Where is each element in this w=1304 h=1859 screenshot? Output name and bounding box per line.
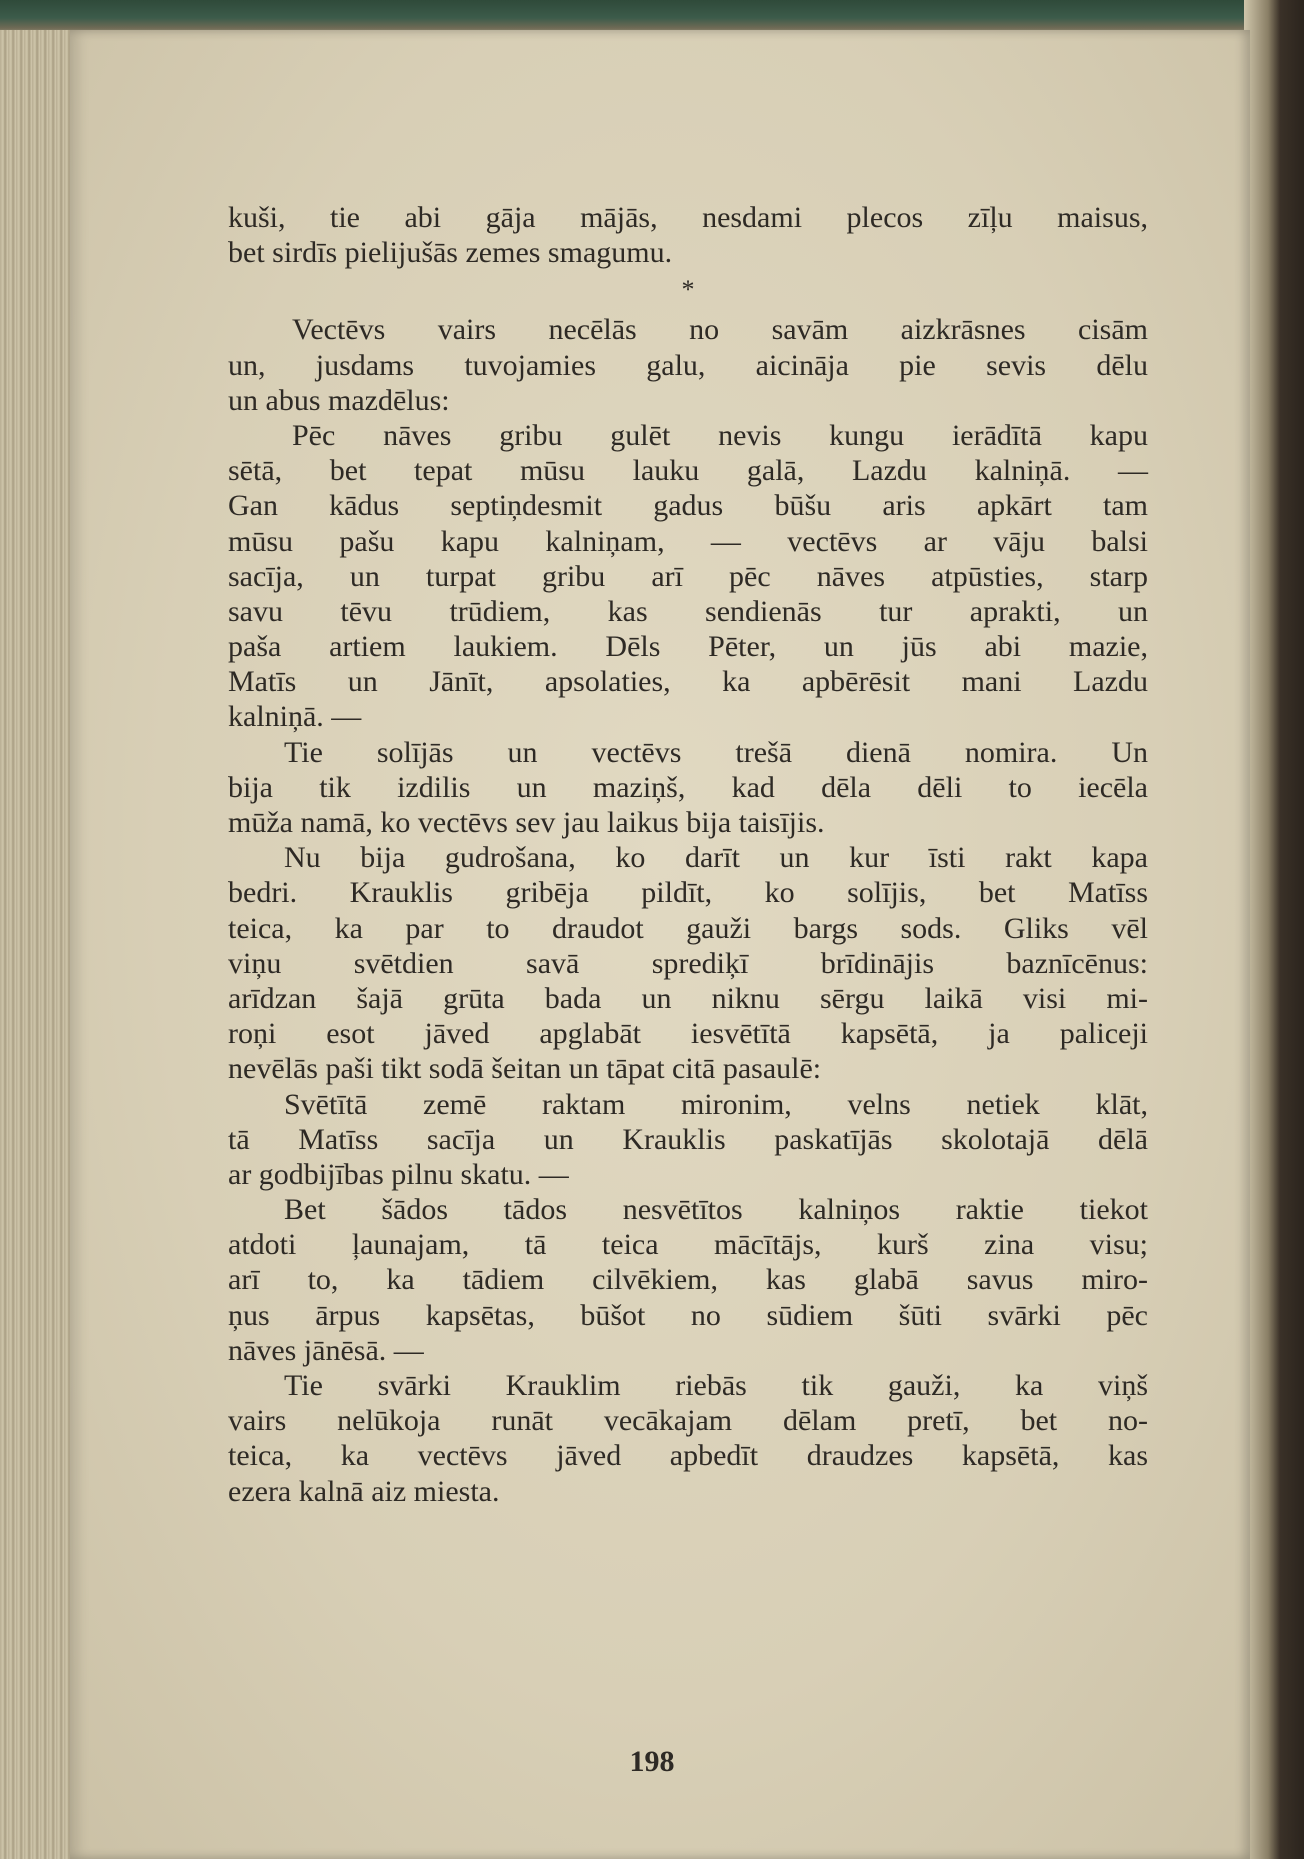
text-line: arī to, ka tādiem cilvēkiem, kas glabā savus miro-	[228, 1263, 1148, 1297]
text-line: ar godbijības pilnu skatu. —	[228, 1157, 569, 1191]
text-line: kuši, tie abi gāja mājās, nesdami plecos zīļu maisus,	[228, 201, 1148, 234]
text-line: sētā, bet tepat mūsu lauku galā, Lazdu kalniņā. —	[228, 454, 1148, 488]
text-line: atdoti ļaunajam, tā teica mācītājs, kurš zina visu;	[228, 1228, 1148, 1262]
text-line: arīdzan šajā grūta bada un niknu sērgu laikā visi mi-	[228, 981, 1148, 1015]
text-line: Svētītā zemē raktam mironim, velns netiek klāt,	[284, 1087, 1148, 1121]
text-line: savu tēvu trūdiem, kas sendienās tur aprakti, un	[228, 594, 1148, 628]
section-separator: *	[681, 275, 695, 305]
text-line: sacīja, un turpat gribu arī pēc nāves atpūsties, starp	[228, 559, 1148, 593]
text-line: Gan kādus septiņdesmit gadus būšu aris apkārt tam	[228, 489, 1148, 523]
text-line: mūsu pašu kapu kalniņam, — vectēvs ar vāju balsi	[228, 524, 1148, 558]
text-line: Pēc nāves gribu gulēt nevis kungu ierādītā kapu	[292, 418, 1148, 452]
text-line: mūža namā, ko vectēvs sev jau laikus bija taisījis.	[228, 806, 825, 839]
text-line: kalniņā. —	[228, 700, 362, 734]
page-stack-right-edge	[1244, 0, 1304, 1859]
text-line: Tie svārki Krauklim riebās tik gauži, ka viņš	[284, 1369, 1148, 1402]
page-stack-left-edge	[0, 30, 80, 1859]
text-line: Bet šādos tādos nesvētītos kalniņos raktie tiekot	[284, 1193, 1148, 1227]
text-line: tā Matīss sacīja un Krauklis paskatījās skolotajā dēlā	[228, 1122, 1148, 1156]
text-line: nevēlās paši tikt sodā šeitan un tāpat citā pasaulē:	[228, 1052, 822, 1086]
text-line: paša artiem laukiem. Dēls Pēter, un jūs abi mazie,	[228, 630, 1148, 664]
text-line: un, jusdams tuvojamies galu, aicināja pie sevis dēlu	[228, 348, 1148, 382]
text-line: viņu svētdien savā sprediķī brīdinājis baznīcēnus:	[228, 946, 1148, 980]
text-line: roņi esot jāved apglabāt iesvētītā kapsētā, ja paliceji	[228, 1017, 1148, 1051]
text-line: bedri. Krauklis gribēja pildīt, ko solījis, bet Matīss	[228, 876, 1148, 910]
text-line: nāves jānēsā. —	[228, 1333, 424, 1367]
text-line: Nu bija gudrošana, ko darīt un kur īsti rakt kapa	[284, 841, 1148, 875]
text-line: Tie solījās un vectēvs trešā dienā nomira. Un	[284, 735, 1148, 769]
text-line: ezera kalnā aiz miesta.	[228, 1474, 500, 1508]
page-text	[228, 200, 1148, 1509]
text-line: Matīs un Jānīt, apsolaties, ka apbērēsit mani Lazdu	[228, 665, 1148, 699]
text-line: teica, ka vectēvs jāved apbedīt draudzes kapsētā, kas	[228, 1439, 1148, 1473]
text-line: vairs nelūkoja runāt vecākajam dēlam pretī, bet no-	[228, 1404, 1148, 1438]
text-line: teica, ka par to draudot gauži bargs sods. Gliks vēl	[228, 911, 1148, 945]
page-number: 198	[629, 1745, 675, 1778]
text-line: bet sirdīs pielijušās zemes smagumu.	[228, 236, 673, 270]
text-line: Vectēvs vairs necēlās no savām aizkrāsnes cisām	[292, 313, 1148, 347]
text-line: bija tik izdilis un maziņš, kad dēla dēli to iecēla	[228, 770, 1148, 804]
text-line: ņus ārpus kapsētas, būšot no sūdiem šūti svārki pēc	[228, 1298, 1148, 1332]
text-line: un abus mazdēlus:	[228, 383, 450, 417]
